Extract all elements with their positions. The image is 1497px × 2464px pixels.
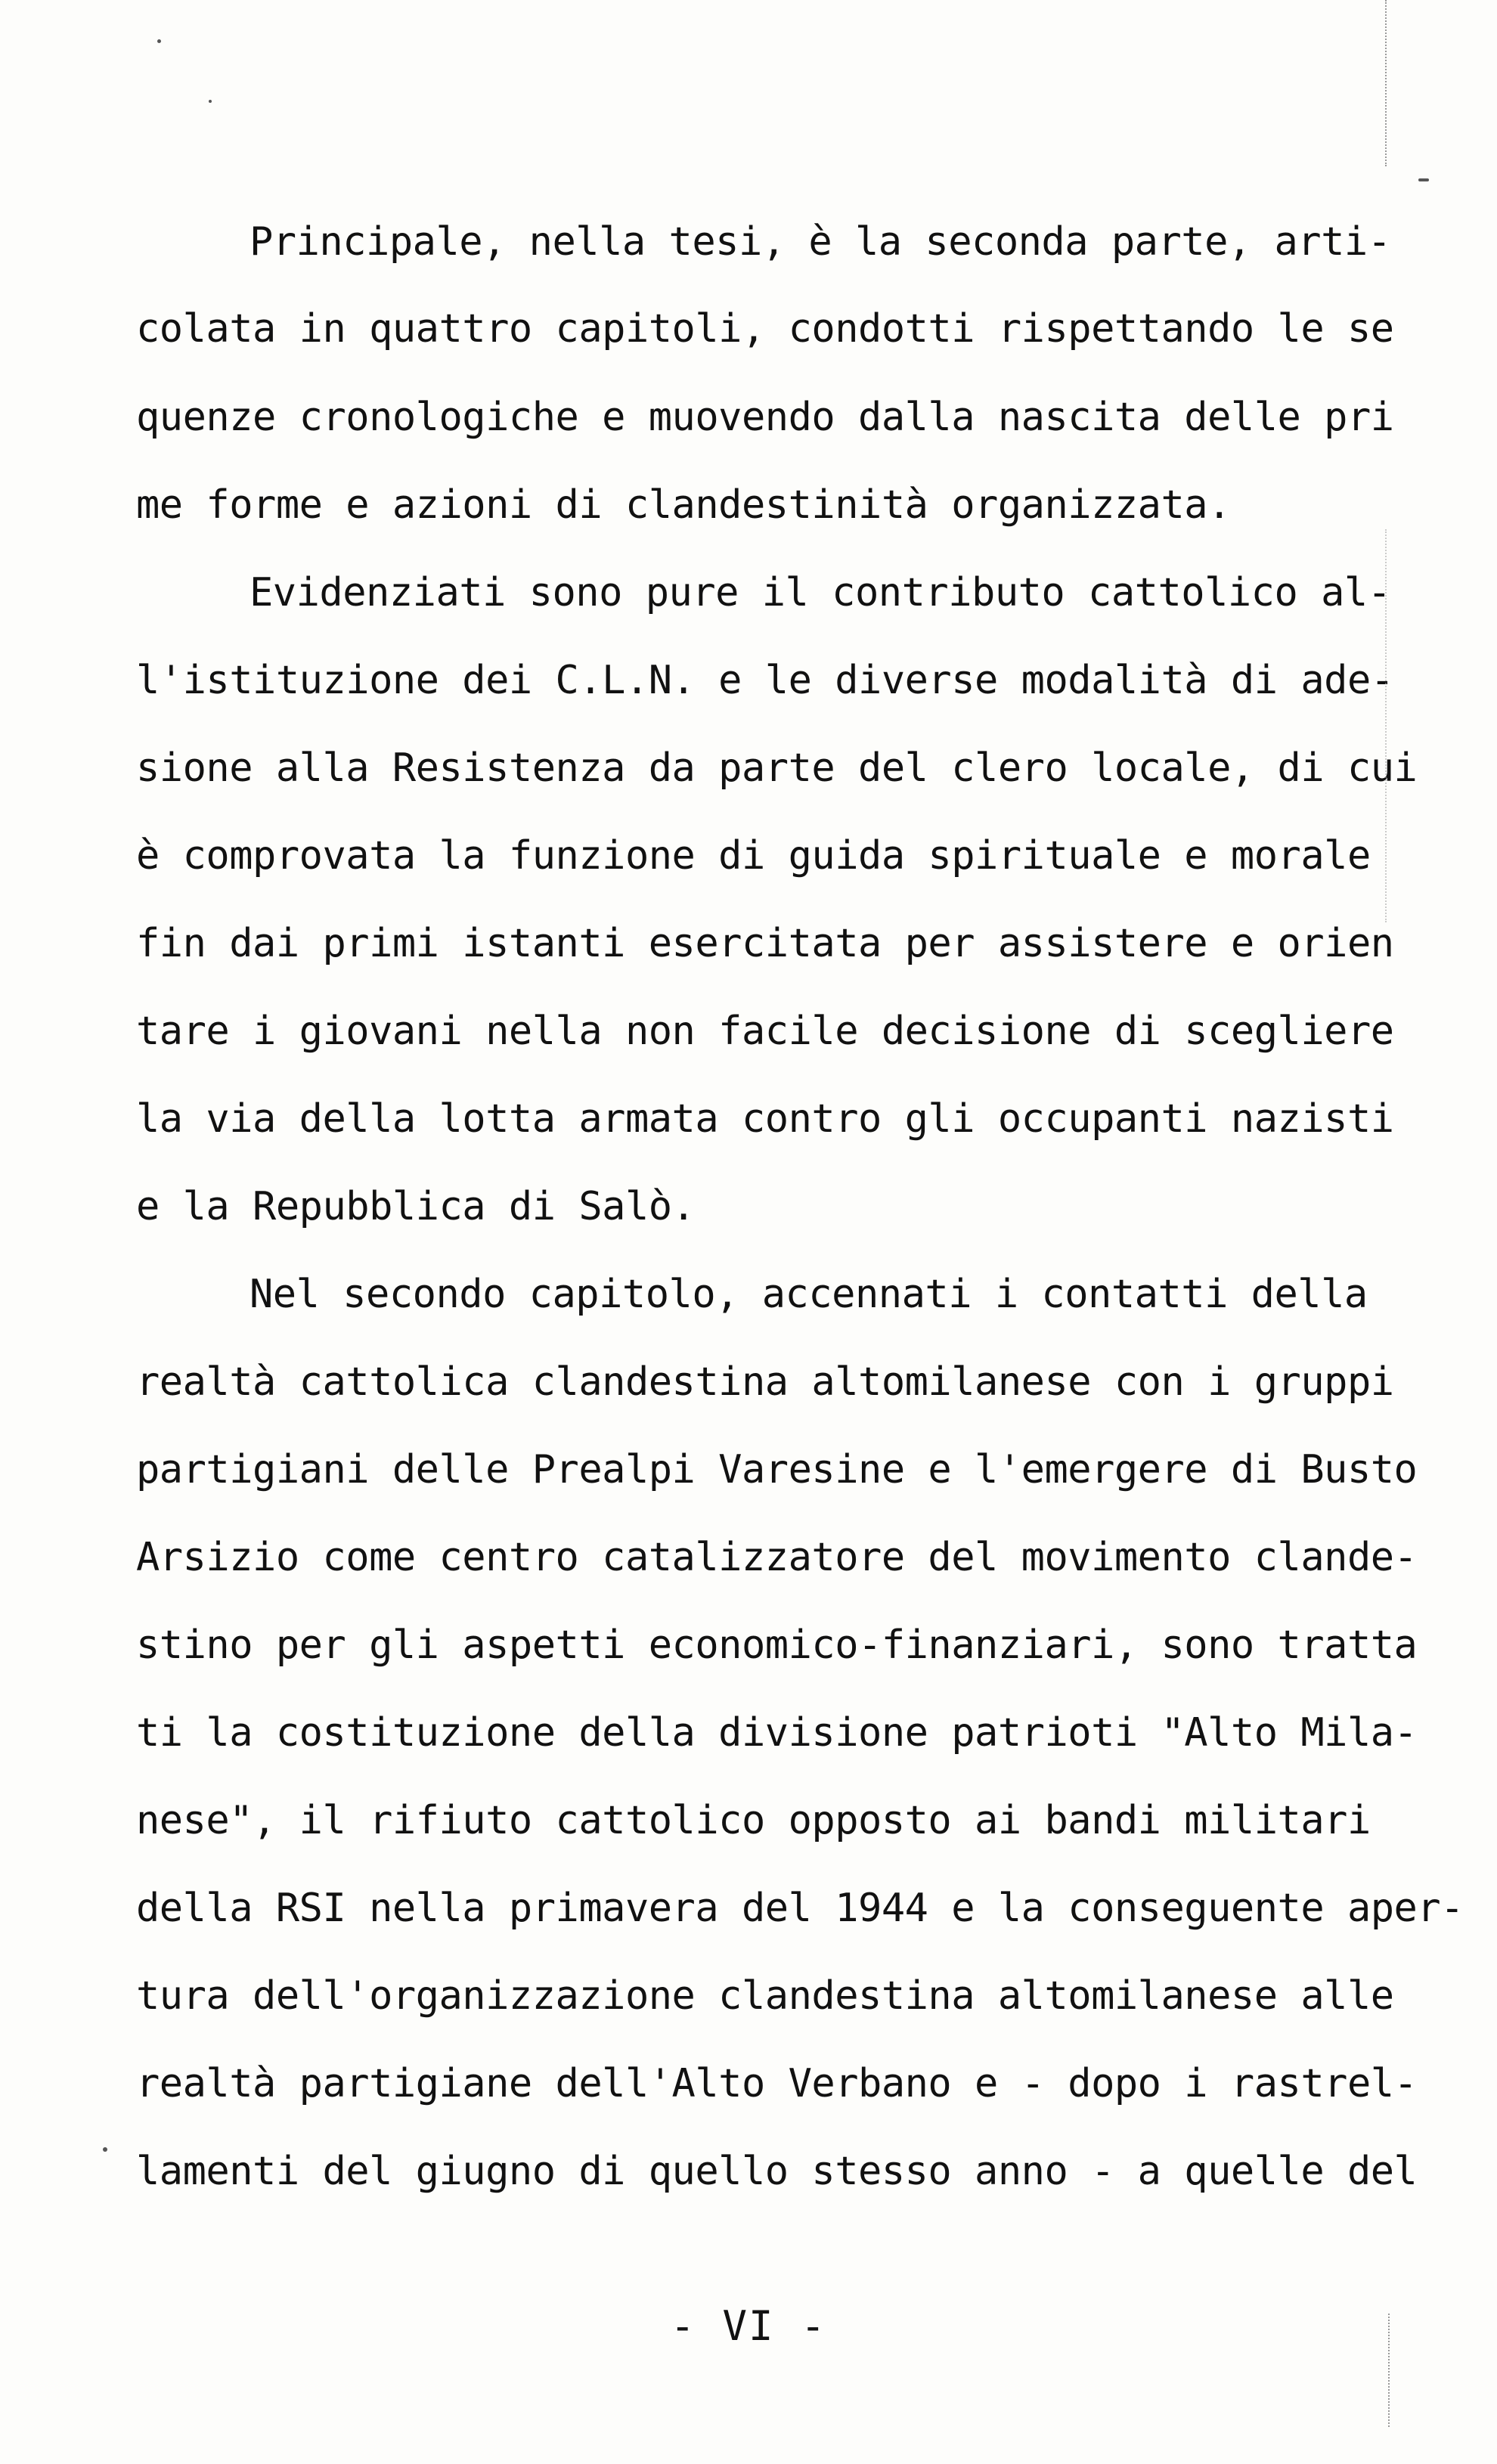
text-line: è comprovata la funzione di guida spirituale e morale: [136, 833, 1371, 879]
scan-speck: [157, 39, 161, 43]
text-line: Evidenziati sono pure il contributo cattolico al-: [250, 570, 1391, 615]
text-line: Arsizio come centro catalizzatore del movimento clande-: [136, 1535, 1418, 1580]
text-line: quenze cronologiche e muovendo dalla nascita delle pri: [136, 395, 1394, 440]
text-line: realtà cattolica clandestina altomilanese con i gruppi: [136, 1359, 1394, 1405]
scan-speck: [209, 100, 212, 103]
text-line: tura dell'organizzazione clandestina altomilanese alle: [136, 1973, 1394, 2019]
text-line: realtà partigiane dell'Alto Verbano e - dopo i rastrel-: [136, 2061, 1418, 2106]
text-line: e la Repubblica di Salò.: [136, 1184, 696, 1229]
text-line: sione alla Resistenza da parte del clero locale, di cui: [136, 745, 1418, 791]
text-line: me forme e azioni di clandestinità organizzata.: [136, 482, 1231, 528]
text-line: della RSI nella primavera del 1944 e la conseguente aper-: [136, 1886, 1464, 1931]
text-line: Nel secondo capitolo, accennati i contatti della: [250, 1272, 1368, 1317]
text-line: colata in quattro capitoli, condotti rispettando le se: [136, 306, 1394, 352]
text-line: l'istituzione dei C.L.N. e le diverse modalità di ade-: [136, 658, 1394, 703]
text-line: ti la costituzione della divisione patrioti "Alto Mila-: [136, 1710, 1418, 1756]
page-number: - VI -: [670, 2302, 827, 2350]
text-line: Principale, nella tesi, è la seconda parte, arti-: [250, 219, 1391, 265]
text-line: stino per gli aspetti economico-finanziari, sono tratta: [136, 1623, 1418, 1668]
text-line: nese", il rifiuto cattolico opposto ai bandi militari: [136, 1798, 1371, 1843]
scan-edge-artifact: [1388, 2314, 1391, 2427]
text-line: tare i giovani nella non facile decisione di scegliere: [136, 1009, 1394, 1054]
text-line: partigiani delle Prealpi Varesine e l'emergere di Busto: [136, 1447, 1418, 1492]
text-line: fin dai primi istanti esercitata per assistere e orien: [136, 921, 1394, 966]
scan-edge-artifact: [1385, 0, 1388, 166]
scan-speck: [1418, 178, 1429, 181]
text-line: lamenti del giugno di quello stesso anno - a quelle del: [136, 2149, 1418, 2194]
scan-edge-artifact: [1385, 529, 1388, 922]
text-line: la via della lotta armata contro gli occupanti nazisti: [136, 1096, 1394, 1142]
scan-speck: [103, 2147, 107, 2152]
